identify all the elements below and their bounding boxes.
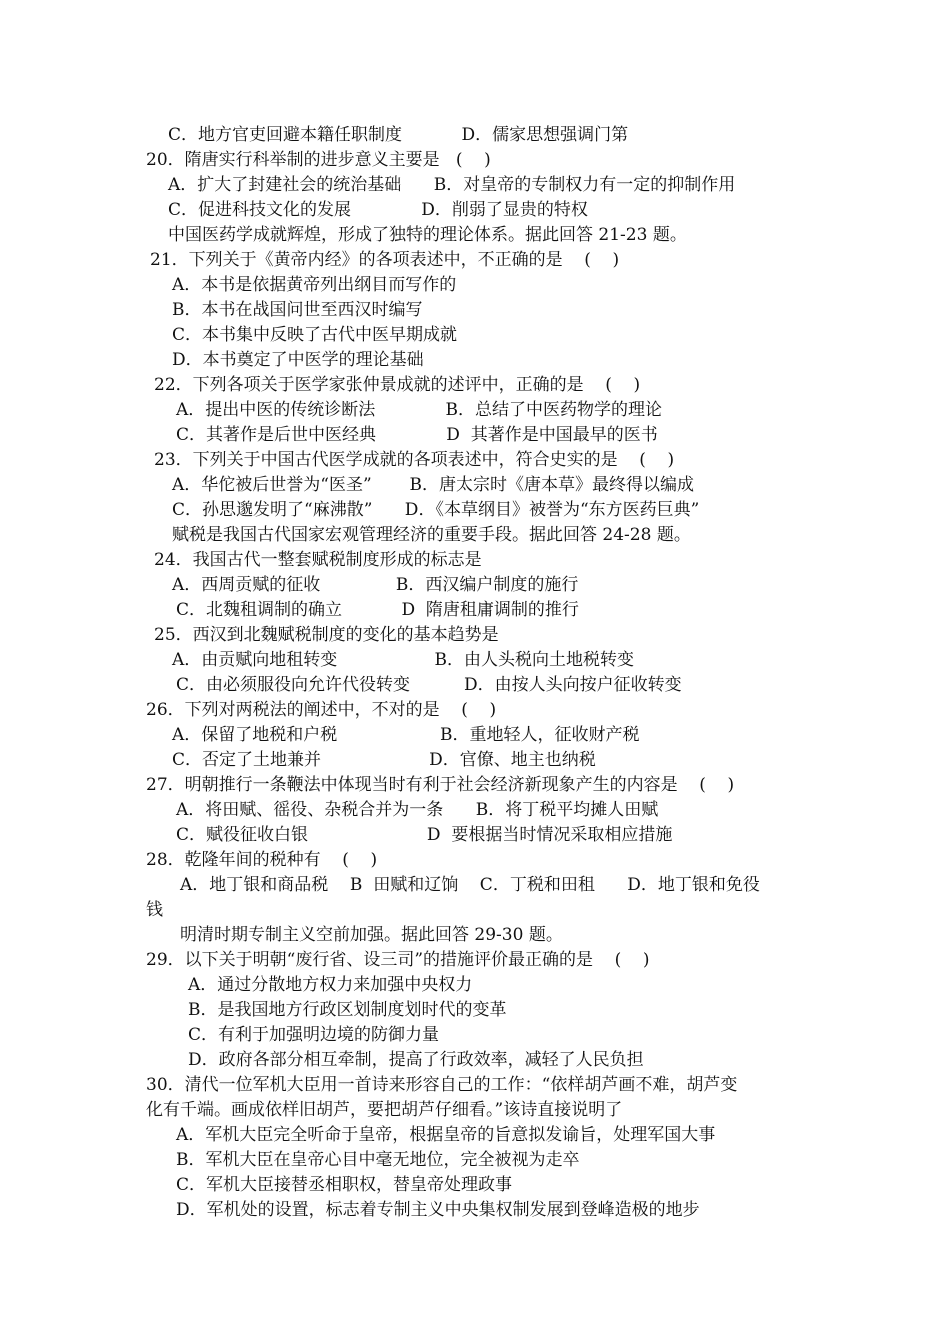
- question-22: 22．下列各项关于医学家张仲景成就的述评中，正确的是 ( ): [154, 375, 641, 395]
- section-intro: 明清时期专制主义空前加强。据此回答 29-30 题。: [180, 925, 563, 945]
- question-27: 27．明朝推行一条鞭法中体现当时有利于社会经济新现象产生的内容是 ( ): [146, 775, 735, 795]
- option-line: B．本书在战国问世至西汉时编写: [172, 300, 423, 320]
- option-line: B．军机大臣在皇帝心目中毫无地位，完全被视为走卒: [176, 1150, 580, 1170]
- question-29: 29．以下关于明朝“废行省、设三司”的措施评价最正确的是 ( ): [146, 950, 650, 970]
- question-21: 21．下列关于《黄帝内经》的各项表述中，不正确的是 ( ): [150, 250, 620, 270]
- question-28: 28．乾隆年间的税种有 ( ): [146, 850, 378, 870]
- section-intro: 中国医药学成就辉煌，形成了独特的理论体系。据此回答 21-23 题。: [168, 225, 687, 245]
- option-line: A．将田赋、徭役、杂税合并为一条 B．将丁税平均摊人田赋: [176, 800, 659, 820]
- question-26: 26．下列对两税法的阐述中，不对的是 ( ): [146, 700, 497, 720]
- question-25: 25．西汉到北魏赋税制度的变化的基本趋势是: [154, 625, 499, 645]
- section-intro: 赋税是我国古代国家宏观管理经济的重要手段。据此回答 24-28 题。: [172, 525, 691, 545]
- option-line: C．由必须服役向允许代役转变 D．由按人头向按户征收转变: [176, 675, 682, 695]
- option-line-wrap: 钱: [146, 900, 163, 920]
- option-line: A．军机大臣完全听命于皇帝，根据皇帝的旨意拟发谕旨，处理军国大事: [176, 1125, 716, 1145]
- text-line: C．地方官吏回避本籍任职制度 D．儒家思想强调门第: [168, 125, 629, 145]
- option-line: D．本书奠定了中医学的理论基础: [172, 350, 424, 370]
- option-line: D．军机处的设置，标志着专制主义中央集权制发展到登峰造极的地步: [176, 1200, 700, 1220]
- question-30-continued: 化有千端。画成依样旧胡芦，要把胡芦仔细看。”该诗直接说明了: [146, 1100, 623, 1120]
- option-line: A．扩大了封建社会的统治基础 B．对皇帝的专制权力有一定的抑制作用: [168, 175, 736, 195]
- option-line: A．地丁银和商品税 B 田赋和辽饷 C．丁税和田租 D．地丁银和免役: [180, 875, 760, 895]
- option-line: A．本书是依据黄帝列出纲目而写作的: [172, 275, 457, 295]
- option-line: C．其著作是后世中医经典 D 其著作是中国最早的医书: [176, 425, 658, 445]
- option-line: C．本书集中反映了古代中医早期成就: [172, 325, 458, 345]
- option-line: C．军机大臣接替丞相职权，替皇帝处理政事: [176, 1175, 513, 1195]
- option-line: A．华佗被后世誉为“医圣” B．唐太宗时《唐本草》最终得以编成: [172, 475, 694, 495]
- option-line: C．北魏租调制的确立 D 隋唐租庸调制的推行: [176, 600, 579, 620]
- question-23: 23．下列关于中国古代医学成就的各项表述中，符合史实的是 ( ): [154, 450, 675, 470]
- option-line: A．保留了地税和户税 B．重地轻人，征收财产税: [172, 725, 640, 745]
- option-line: C．孙思邈发明了“麻沸散” D．《本草纲目》被誉为“东方医药巨典”: [172, 500, 700, 520]
- option-line: C．有利于加强明边境的防御力量: [188, 1025, 440, 1045]
- option-line: C．赋役征收白银 D 要根据当时情况采取相应措施: [176, 825, 673, 845]
- option-line: A．通过分散地方权力来加强中央权力: [188, 975, 473, 995]
- question-20: 20．隋唐实行科举制的进步意义主要是 ( ): [146, 150, 491, 170]
- option-line: A．西周贡赋的征收 B．西汉编户制度的施行: [172, 575, 579, 595]
- option-line: C．否定了土地兼并 D．官僚、地主也纳税: [172, 750, 596, 770]
- option-line: A．由贡赋向地租转变 B．由人头税向土地税转变: [172, 650, 635, 670]
- option-line: A．提出中医的传统诊断法 B．总结了中医药物学的理论: [176, 400, 663, 420]
- option-line: D．政府各部分相互牵制，提高了行政效率，减轻了人民负担: [188, 1050, 644, 1070]
- question-30: 30．清代一位军机大臣用一首诗来形容自己的工作：“依样胡芦画不难，胡芦变: [146, 1075, 738, 1095]
- question-24: 24．我国古代一整套赋税制度形成的标志是: [154, 550, 482, 570]
- option-line: C．促进科技文化的发展 D．削弱了显贵的特权: [168, 200, 588, 220]
- option-line: B．是我国地方行政区划制度划时代的变革: [188, 1000, 507, 1020]
